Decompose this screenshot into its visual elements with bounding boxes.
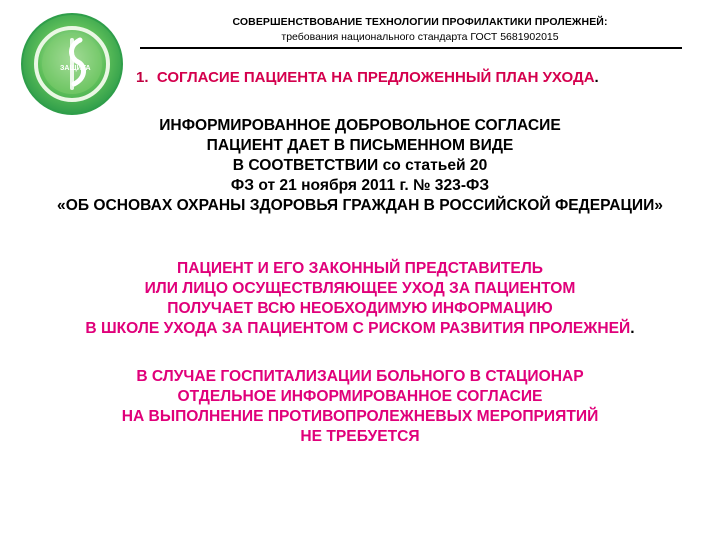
logo-emblem bbox=[20, 12, 124, 116]
section-heading bbox=[136, 69, 716, 86]
text-line: ОТДЕЛЬНОЕ ИНФОРМИРОВАННОЕ СОГЛАСИЕ bbox=[177, 388, 543, 405]
text-line: В СООТВЕТСТВИИ со статьей 20 bbox=[232, 157, 488, 174]
text-line bbox=[0, 319, 720, 339]
text-line: НЕ ТРЕБУЕТСЯ bbox=[300, 428, 420, 445]
text-line: ИЛИ ЛИЦО ОСУЩЕСТВЛЯЮЩЕЕ УХОД ЗА ПАЦИЕНТОМ bbox=[144, 280, 576, 297]
text-line: ФЗ от 21 ноября 2011 г. № 323-ФЗ bbox=[230, 177, 490, 194]
text-line: В СЛУЧАЕ ГОСПИТАЛИЗАЦИИ БОЛЬНОГО В СТАЦИОНАР bbox=[136, 368, 584, 385]
text-line: ИНФОРМИРОВАННОЕ ДОБРОВОЛЬНОЕ СОГЛАСИЕ bbox=[159, 117, 561, 134]
consent-paragraph bbox=[0, 116, 720, 216]
line-period: . bbox=[630, 320, 635, 337]
header-divider bbox=[140, 47, 682, 49]
text-line-content: В ШКОЛЕ УХОДА ЗА ПАЦИЕНТОМ С РИСКОМ РАЗВИТИЯ ПРОЛЕЖНЕЙ bbox=[85, 320, 631, 337]
section-number: 1. bbox=[136, 69, 149, 86]
text-line: ПАЦИЕНТ ДАЕТ В ПИСЬМЕННОМ ВИДЕ bbox=[206, 137, 514, 154]
staff-icon bbox=[70, 38, 74, 90]
section-title-period: . bbox=[594, 69, 599, 86]
header-subtitle: требования национального стандарта ГОСТ 5681902015 bbox=[281, 31, 559, 43]
text-line: «ОБ ОСНОВАХ ОХРАНЫ ЗДОРОВЬЯ ГРАЖДАН В РОССИЙСКОЙ ФЕДЕРАЦИИ» bbox=[57, 197, 663, 214]
text-line: НА ВЫПОЛНЕНИЕ ПРОТИВОПРОЛЕЖНЕВЫХ МЕРОПРИЯТИЙ bbox=[121, 408, 599, 425]
information-paragraph bbox=[0, 259, 720, 339]
text-line: ПАЦИЕНТ И ЕГО ЗАКОННЫЙ ПРЕДСТАВИТЕЛЬ bbox=[177, 260, 543, 277]
text-line: ПОЛУЧАЕТ ВСЮ НЕОБХОДИМУЮ ИНФОРМАЦИЮ bbox=[167, 300, 553, 317]
section-title-text: СОГЛАСИЕ ПАЦИЕНТА НА ПРЕДЛОЖЕННЫЙ ПЛАН УХОДА bbox=[156, 69, 595, 86]
logo-text: ЗАЩИТА bbox=[60, 65, 91, 72]
hospitalization-paragraph bbox=[0, 367, 720, 447]
header-title: СОВЕРШЕНСТВОВАНИЕ ТЕХНОЛОГИИ ПРОФИЛАКТИКИ ПРОЛЕЖНЕЙ: bbox=[232, 16, 608, 28]
